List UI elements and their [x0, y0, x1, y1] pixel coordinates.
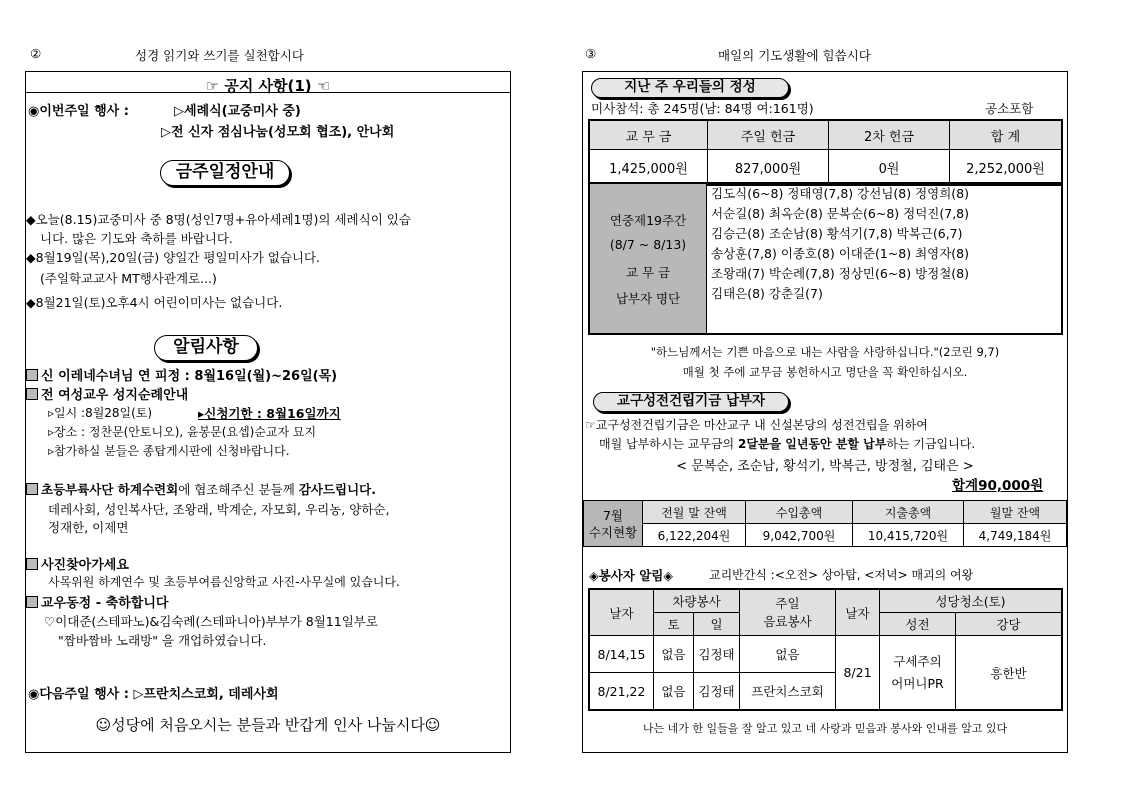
quote-sub: 매월 첫 주에 교무금 봉헌하시고 명단을 꼭 확인하십시오.	[682, 365, 968, 379]
service-sat: 없음	[654, 673, 694, 711]
attendance-note: 공소포함	[985, 101, 1034, 116]
service-note: 교리반간식 :<오전> 상아탑, <저녁> 매괴의 여왕	[709, 568, 974, 582]
balance-value: 10,415,720원	[853, 524, 964, 547]
square-bullet-icon	[26, 388, 38, 400]
this-week-event-2: ▷전 신자 점심나눔(성모회 협조), 안나회	[161, 125, 395, 140]
offering-value: 2,252,000원	[950, 150, 1063, 186]
donor-label-list: 납부자 명단	[615, 291, 681, 306]
this-week-label: ◉이번주일 행사 :	[28, 104, 129, 119]
balance-header: 수입총액	[746, 501, 853, 524]
square-bullet-icon	[26, 369, 38, 381]
offering-header: 합 계	[950, 120, 1063, 150]
service-sun: 김정태	[694, 673, 740, 711]
sanctuary-header: 성전	[880, 613, 956, 636]
offering-table	[588, 119, 1063, 186]
pilgrimage-title: 전 여성교우 성지순례안내	[26, 384, 188, 403]
offering-value: 0원	[829, 150, 950, 186]
schedule-line-2: 니다. 많은 기도와 축하를 바랍니다.	[40, 231, 233, 246]
nun-vacation: 신 이레네수녀님 연 피정 : 8월16일(월)~26일(목)	[26, 365, 337, 384]
clean-date-header: 날자	[836, 589, 880, 636]
schedule-line-4: (주일학교교사 MT행사관계로...)	[40, 271, 217, 286]
clean-hall: 흥한반	[956, 636, 1063, 711]
service-date-header: 날자	[589, 589, 654, 636]
square-bullet-icon	[26, 558, 38, 570]
service-drink: 없음	[740, 636, 836, 673]
service-sat: 없음	[654, 636, 694, 673]
fund-text-2: 매월 납부하시는 교무금의 2달분을 일년동안 분할 납부하는 기금입니다.	[599, 437, 976, 451]
offering-header: 주일 헌금	[708, 120, 829, 150]
square-bullet-icon	[26, 596, 38, 608]
offering-heading: 지난 주 우리들의 정성	[591, 78, 789, 98]
balance-header: 지출총액	[853, 501, 964, 524]
hall-header: 강당	[956, 613, 1063, 636]
drink-header: 주일 음료봉사	[740, 589, 836, 636]
right-panel	[582, 71, 1068, 753]
donor-row: 김태은(8) 강춘길(7)	[711, 286, 823, 301]
service-heading: ◈봉사자 알림◈	[589, 568, 673, 583]
service-date: 8/21,22	[589, 673, 654, 711]
balance-label: 7월 수지현황	[584, 501, 643, 547]
fund-names: < 문복순, 조순남, 황석기, 박복근, 방정철, 김태은 >	[676, 459, 974, 474]
donor-label-week: 연중제19주간	[609, 213, 687, 228]
clean-sanctuary: 구세주의 어머니PR	[880, 636, 956, 711]
donor-label-range: (8/7 ~ 8/13)	[609, 237, 687, 252]
left-footer: ☺성당에 처음오시는 분들과 반갑게 인사 나눕시다☺	[95, 716, 441, 734]
notice-heading: 알림사항	[154, 335, 258, 361]
this-week-event-1: ▷세례식(교중미사 중)	[174, 104, 301, 119]
pilgrimage-deadline: ▸신청기한 : 8월16일까지	[198, 406, 341, 421]
news-title: 교우동정 - 축하합니다	[26, 592, 168, 611]
fund-text-1: ☞교구성전건립기금은 마산교구 내 신설본당의 성전건립을 위하여	[585, 418, 928, 432]
thanks-line: 초등부륙사단 하계수련회에 협조해주신 분들께 감사드립니다.	[26, 480, 376, 498]
sun-header: 일	[694, 613, 740, 636]
right-page-header: 매일의 기도생활에 힘씁시다	[718, 48, 871, 63]
offering-header: 2차 헌금	[829, 120, 950, 150]
fund-heading: 교구성전건립기금 납부자	[593, 392, 789, 412]
left-page-number: ②	[30, 46, 42, 61]
balance-header: 월말 잔액	[964, 501, 1067, 524]
balance-table	[583, 500, 1067, 547]
thanks-list-2: 정재한, 이제면	[48, 520, 129, 535]
clean-header: 성당청소(토)	[880, 589, 1063, 613]
left-page-header: 성경 읽기와 쓰기를 실천합시다	[135, 48, 304, 63]
donor-row: 서순길(8) 최옥순(8) 문복순(6~8) 정덕진(7,8)	[711, 206, 969, 221]
square-bullet-icon	[26, 483, 38, 495]
schedule-line-1: ◆오늘(8.15)교중미사 중 8명(성인7명+유아세례1명)의 세례식이 있습	[26, 212, 411, 227]
donor-row: 송상훈(7,8) 이종호(8) 이대준(1~8) 최영자(8)	[711, 246, 969, 261]
next-week-event: ◉다음주일 행사 : ▷프란치스코회, 데레사회	[28, 687, 279, 702]
balance-value: 6,122,204원	[643, 524, 746, 547]
pilgrimage-date: ▹일시 :8월28일(토)	[48, 406, 153, 420]
news-line-1: ♡이대준(스테파노)&김숙례(스테파니아)부부가 8월11일부로	[44, 614, 378, 629]
balance-value: 9,042,700원	[746, 524, 853, 547]
vehicle-header: 차량봉사	[654, 589, 740, 613]
sat-header: 토	[654, 613, 694, 636]
balance-value: 4,749,184원	[964, 524, 1067, 547]
right-footer: 나는 네가 한 일들을 잘 알고 있고 네 사랑과 믿음과 봉사와 인내를 알고 있다	[642, 722, 1008, 735]
donor-label-cell	[590, 184, 707, 333]
photo-title: 사진찾아가세요	[26, 554, 129, 573]
donor-box	[588, 182, 1063, 335]
left-panel	[25, 71, 511, 753]
clean-date: 8/21	[836, 636, 880, 711]
notice-title: ☞ 공지 사항(1) ☜	[205, 77, 331, 95]
attendance: 미사참석: 총 245명(남: 84명 여:161명)	[591, 101, 814, 116]
donor-row: 김도식(6~8) 정태영(7,8) 강선님(8) 정영희(8)	[711, 186, 969, 201]
schedule-line-5: ◆8월21일(토)오후4시 어린이미사는 없습니다.	[26, 295, 283, 310]
donor-row: 조왕래(7) 박순례(7,8) 정상민(6~8) 방정철(8)	[711, 266, 969, 281]
thanks-list-1: 데레사회, 성인복사단, 조왕래, 박계순, 자모회, 우리농, 양하순,	[48, 502, 390, 517]
balance-header: 전월 말 잔액	[643, 501, 746, 524]
service-drink: 프란치스코회	[740, 673, 836, 711]
offering-header: 교 무 금	[589, 120, 708, 150]
pilgrimage-note: ▹참가하실 분들은 종탑게시판에 신청바랍니다.	[48, 444, 290, 458]
right-page-number: ③	[585, 46, 597, 61]
offering-value: 827,000원	[708, 150, 829, 186]
donor-label-type: 교 무 금	[625, 265, 671, 280]
service-date: 8/14,15	[589, 636, 654, 673]
quote: "하느님께서는 기쁜 마음으로 내는 사람을 사랑하십니다."(2코린 9,7)	[650, 345, 1000, 359]
fund-total: 합계90,000원	[952, 478, 1044, 494]
schedule-line-3: ◆8월19일(목),20일(금) 양일간 평일미사가 없습니다.	[26, 250, 321, 265]
photo-text: 사목위원 하계연수 및 초등부여름신앙학교 사진-사무실에 있습니다.	[48, 575, 400, 589]
offering-value: 1,425,000원	[589, 150, 708, 186]
service-sun: 김정태	[694, 636, 740, 673]
donor-row: 김승근(8) 조순남(8) 황석기(7,8) 박복근(6,7)	[711, 226, 963, 241]
pilgrimage-place: ▹장소 : 정찬문(안토니오), 윤봉문(요셉)순교자 묘지	[48, 425, 317, 439]
news-line-2: "짬바짬바 노래방" 을 개업하였습니다.	[58, 633, 267, 648]
schedule-heading: 금주일정안내	[160, 160, 290, 186]
service-table	[588, 588, 1063, 711]
